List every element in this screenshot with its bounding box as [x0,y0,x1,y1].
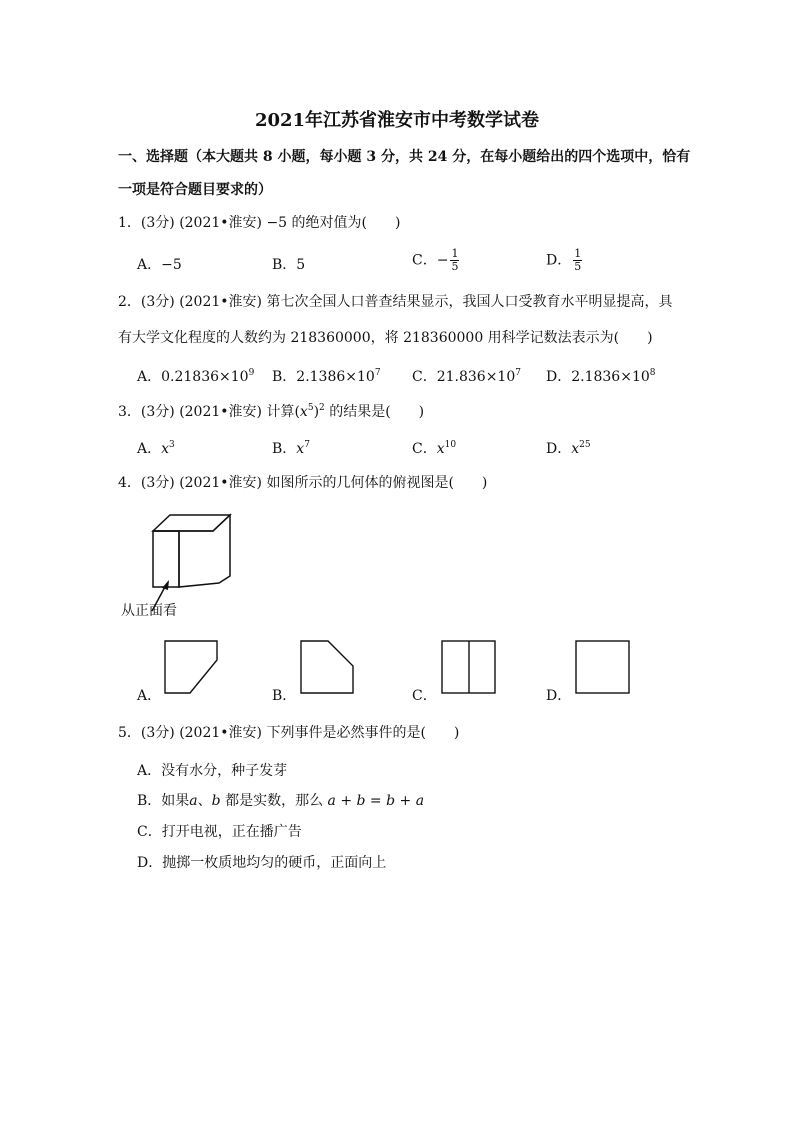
q1-option-d-label: D． [546,252,572,269]
q1-option-b: B．5 [272,257,306,273]
q3-stem-text: 3．(3分) (2021•淮安) 计算 [118,404,295,420]
q5-option-a: A．没有水分，种子发芽 [137,763,288,779]
solid-right-face [179,515,230,587]
solid-outline [153,515,230,587]
q5-option-b-separator: 、 [197,793,212,809]
q2-option-b [272,366,381,386]
q2-option-b-exponent: 7 [374,368,381,378]
q1-option-c-fraction [450,248,459,273]
q5-option-b-var-b: b [211,793,221,809]
q4-option-a-figure [164,640,219,695]
q3-option-c-label: C． [412,441,437,457]
q3-option-a-var: x [161,441,170,457]
q3-option-a-exponent: 3 [169,440,175,450]
question-4-stem: 4．(3分) (2021•淮安) 如图所示的几何体的俯视图是( ) [118,475,488,491]
section-heading-line1: 一、选择题（本大题共 8 小题，每小题 3 分，共 24 分，在每小题给出的四个选项中，恰有 [118,149,691,165]
q5-option-b-middle: 都是实数，那么 [220,793,328,809]
q3-option-b-var: x [296,441,305,457]
q1-option-c [412,248,459,273]
q3-option-c [412,438,456,458]
q3-option-b-label: B． [272,441,297,457]
front-view-label: 从正面看 [121,603,177,619]
q3-variable: x [299,404,308,420]
q4-option-b-figure [300,640,355,695]
question-2-stem-line1: 2．(3分) (2021•淮安) 第七次全国人口普查结果显示，我国人口受教育水平明显提高，具 [118,294,673,310]
q2-option-c-exponent: 7 [515,368,521,378]
q2-option-a [137,366,254,386]
fraction-denominator: 5 [574,260,582,273]
q2-option-d-text: D．2.1836×10 [546,369,650,385]
fraction-numerator: 1 [451,247,459,260]
q3-option-a [137,438,175,458]
q4-option-c-label: C． [412,688,437,704]
question-3-stem [118,401,424,421]
q5-option-b-prefix: B．如果 [137,793,190,809]
question-5-stem: 5．(3分) (2021•淮安) 下列事件是必然事件的是( ) [118,725,460,741]
q3-inner-exponent: 5 [307,403,314,413]
solid-front-face [153,531,179,587]
q5-option-b [137,790,424,810]
q3-option-c-exponent: 10 [444,440,457,450]
question-2-stem-line2: 有大学文化程度的人数约为 218360000，将 218360000 用科学记数法表示为( ) [118,330,653,346]
q1-option-a: A．−5 [137,257,182,273]
question-1-stem: 1．(3分) (2021•淮安) −5 的绝对值为( ) [118,215,401,231]
q5-option-b-equation: a + b = b + a [327,793,425,809]
q3-paren-open: ( [294,404,300,420]
q2-option-d [546,366,656,386]
q4-option-c-figure [441,640,497,695]
q2-option-c-text: C．21.836×10 [412,369,516,385]
geometric-solid-figure [140,508,240,598]
q3-option-d-exponent: 25 [579,440,591,450]
q3-paren-close: ) [313,404,320,420]
q3-option-d [546,438,591,458]
q3-option-a-label: A． [137,441,162,457]
q3-outer-exponent: 2 [319,403,325,413]
q2-option-a-exponent: 9 [248,368,255,378]
q5-option-c: C．打开电视，正在播广告 [137,824,302,840]
q4-option-a-label: A． [137,688,162,704]
q5-option-d: D．抛掷一枚质地均匀的硬币，正面向上 [137,855,387,871]
section-heading-line2: 一项是符合题目要求的） [118,182,272,198]
page-title: 2021年江苏省淮安市中考数学试卷 [254,110,540,131]
q1-option-d-fraction [573,248,582,273]
solid-top-face [153,515,230,531]
q3-option-d-label: D． [546,441,572,457]
q4-option-d-label: D． [546,688,572,704]
fraction-numerator: 1 [574,247,582,260]
q1-option-d [546,248,582,273]
fraction-denominator: 5 [451,260,459,273]
q2-option-b-text: B．2.1386×10 [272,369,375,385]
q3-option-c-var: x [436,441,445,457]
q4-option-b-label: B． [272,688,297,704]
q2-option-d-exponent: 8 [649,368,656,378]
q2-option-a-text: A．0.21836×10 [137,369,249,385]
q3-option-b [272,438,310,458]
q1-option-c-label: C．− [412,252,449,269]
q5-option-b-var-a: a [189,793,198,809]
q3-stem-suffix: 的结果是( ) [324,404,425,420]
q4-option-d-figure [575,640,631,695]
q2-option-c [412,366,521,386]
q3-option-d-var: x [571,441,580,457]
q3-option-b-exponent: 7 [304,440,310,450]
